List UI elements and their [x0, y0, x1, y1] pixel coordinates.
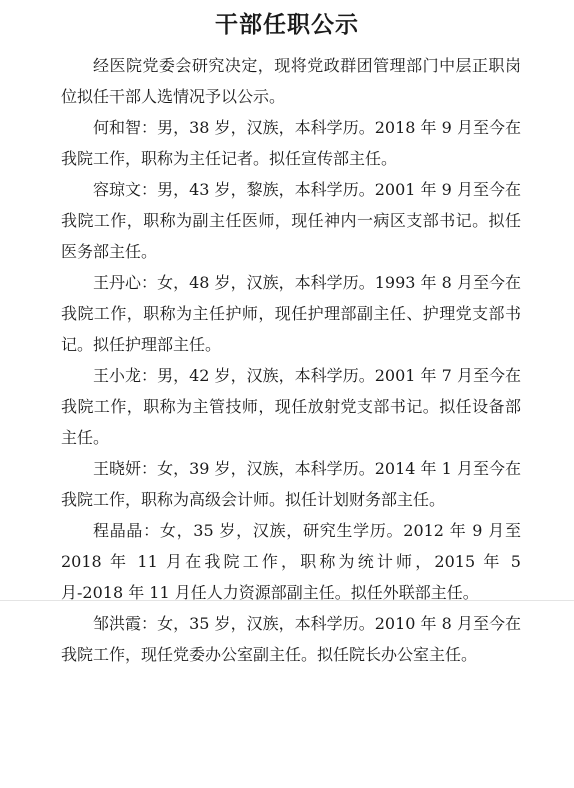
candidate-paragraph: 王小龙：男，42 岁，汉族，本科学历。2001 年 7 月至今在我院工作，职称为主管技师，现任放射党支部书记。拟任设备部主任。 [61, 366, 521, 447]
scan-seam-divider [0, 600, 574, 601]
intro-paragraph: 经医院党委会研究决定，现将党政群团管理部门中层正职岗位拟任干部人选情况予以公示。 [61, 56, 521, 106]
candidate-paragraph: 王丹心：女，48 岁，汉族，本科学历。1993 年 8 月至今在我院工作，职称为主任护师，现任护理部副主任、护理党支部书记。拟任护理部主任。 [61, 273, 521, 354]
candidate-paragraph: 容琼文：男，43 岁，黎族，本科学历。2001 年 9 月至今在我院工作，职称为副主任医师，现任神内一病区支部书记。拟任医务部主任。 [61, 180, 521, 261]
candidate-paragraph: 王晓妍：女，39 岁，汉族，本科学历。2014 年 1 月至今在我院工作，职称为高级会计师。拟任计划财务部主任。 [61, 459, 521, 509]
document-title: 干部任职公示 [215, 12, 359, 38]
candidate-paragraph: 何和智：男，38 岁，汉族，本科学历。2018 年 9 月至今在我院工作，职称为主任记者。拟任宣传部主任。 [61, 118, 521, 168]
document-body [61, 50, 521, 670]
candidate-paragraph: 程晶晶：女，35 岁，汉族，研究生学历。2012 年 9 月至 2018 年 11 月在我院工作，职称为统计师，2015 年 5 月-2018 年 11 月任人力资源部副主任。拟任外联部主任。 [61, 521, 521, 602]
candidate-paragraph: 邹洪霞：女，35 岁，汉族，本科学历。2010 年 8 月至今在我院工作，现任党委办公室副主任。拟任院长办公室主任。 [61, 614, 521, 664]
